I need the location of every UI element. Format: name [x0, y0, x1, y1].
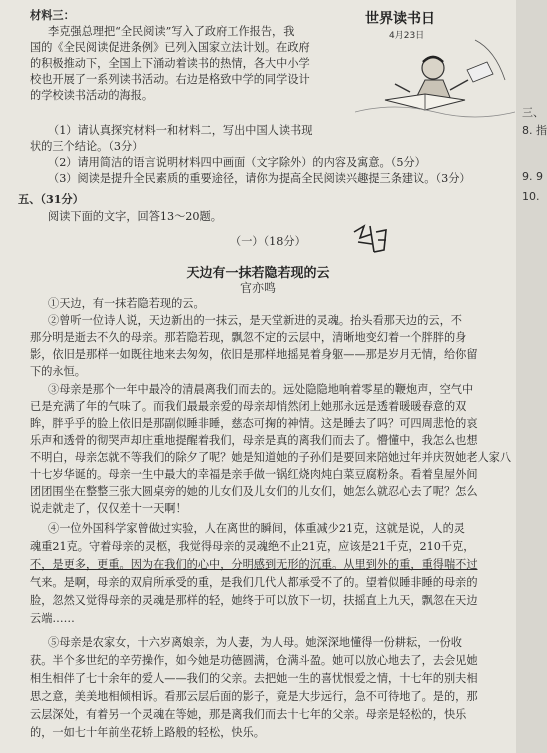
- edge-text: 9. 9: [522, 170, 543, 183]
- edge-text: 三、: [522, 106, 544, 119]
- paragraph-5-line: 云层深处，有着另一个灵魂在等她，那是离我们而去十七年的父亲。母亲是轻松的，快乐: [30, 708, 467, 721]
- paragraph-3-line: 说走就走了，仅仅差十一天啊！: [30, 502, 187, 515]
- section5-heading: 五、（31分）: [18, 192, 84, 206]
- question-1-cont: 状的三个结论。（3分）: [30, 140, 144, 153]
- paragraph-4-line: 脸，忽然又觉得母亲的灵魂是那样的轻，她终于可以放下一切，扶摇直上九天，飘忽在天边: [30, 594, 478, 607]
- handwriting-mark: [350, 222, 392, 258]
- edge-text: 10.: [522, 190, 540, 203]
- material3-heading: 材料三：: [30, 8, 75, 22]
- paragraph-3-line: 眸，胖乎乎的脸上依旧是那副似睡非睡，慈态可掬的神情。这是睡去了吗？可四周悲怆的哀: [30, 417, 478, 430]
- paragraph-3-line: 乐声和透骨的彻哭声却庄重地提醒着我们，母亲是真的离我们而去了。懵懂中，我怎么也想: [30, 434, 478, 447]
- question-3: （3）阅读是提升全民素质的重要途径，请你为提高全民阅读兴趣提三条建议。（3分）: [48, 172, 471, 185]
- paragraph-3-line: ③母亲是那个一年中最冷的清晨离我们而去的。远处隐隐地响着零星的鞭炮声，空气中: [48, 383, 474, 396]
- paragraph-3-line: 十七岁华诞的。母亲一生中最大的幸福是亲手做一锅红烧肉炖白菜豆腐粉条。看着皇屋外间: [30, 468, 478, 481]
- section5-part: （一）（18分）: [230, 235, 306, 248]
- paragraph-5-line: 获。半个多世纪的辛劳操作，如今她是功德圆满，仓满斗盈。她可以放心地去了，去会见她: [30, 654, 478, 667]
- child-reading-illustration: [355, 0, 515, 118]
- question-2: （2）请用简洁的语言说明材料四中画面（文字除外）的内容及寓意。（5分）: [48, 156, 426, 169]
- paragraph-4-line: 不，是更多，更重。因为在我们的心中，分明感到无形的沉重。从里到外的重，重得喘不过: [30, 558, 478, 571]
- paragraph-5-line: ⑤母亲是农家女，十六岁离娘亲，为人妻，为人母。她深深地懂得一份耕耘，一份收: [48, 636, 462, 649]
- handwritten-note: [350, 222, 392, 258]
- world-book-day-poster: [355, 0, 515, 118]
- material3-line: 国的《全民阅读促进条例》已列入国家立法计划。在政府: [30, 41, 310, 54]
- section5-instruction: 阅读下面的文字，回答13～20题。: [48, 210, 222, 223]
- article-author: 官亦鸣: [239, 281, 276, 295]
- article-title: 天边有一抹若隐若现的云: [186, 266, 330, 281]
- paragraph-2-line: 那分明是逝去不久的母亲。那若隐若现，飘忽不定的云层中，清晰地变幻着一个胖胖的身: [30, 331, 467, 344]
- poster-title: 世界读书日: [365, 11, 435, 27]
- paragraph-2-line: 下的永恒。: [30, 365, 86, 378]
- paragraph-4-line: 云端……: [30, 612, 75, 625]
- question-1: （1）请认真探究材料一和材料二，写出中国人读书现: [48, 124, 313, 137]
- paragraph-4-line: ④一位外国科学家曾做过实验，人在离世的瞬间，体重减少21克，这就是说，人的灵: [48, 522, 465, 535]
- adjacent-page-edge: [516, 0, 547, 753]
- paragraph-3-line: 已是充满了年的气味了。而我们最最亲爱的母亲却悄然闭上她那永远是透着暖暖春意的双: [30, 400, 467, 413]
- paragraph-4-line: 气来。是啊，母亲的双肩所承受的重，是我们几代人都承受不了的。望着似睡非睡的母亲的: [30, 576, 478, 589]
- paragraph-5-line: 相生相伴了七十余年的爱人——我们的父亲。去把她一生的喜忧恨爱之情，十七年的别夫相: [30, 672, 478, 685]
- edge-text: 8. 指: [522, 124, 547, 137]
- paragraph-2-line: 影，依旧是那样一如既往地来去匆匆，依旧是那样地摇晃着身躯——那是岁月无情，给你留: [30, 348, 478, 361]
- paragraph-2-line: ②曾听一位诗人说，天边新出的一抹云，是天堂新进的灵魂。抬头看那天边的云，不: [48, 314, 462, 327]
- material3-line: 的学校读书活动的海报。: [30, 89, 154, 102]
- material3-line: 的积极推动下，全国上下涌动着读书的热情，各大中小学: [30, 57, 310, 70]
- paragraph-3-line: 团团围坐在整整三张大圆桌旁的她的儿女们及儿女们的儿女们，她怎么就忍心去了呢？怎么: [30, 485, 478, 498]
- paragraph-3-line: 不明白，母亲怎就不等我们的除夕了呢？她是知道她的子孙们是要回来陪她过年并庆贺她老人家八: [30, 451, 512, 464]
- material3-line: 李克强总理把“全民阅读”写入了政府工作报告，我: [48, 25, 295, 38]
- paragraph-5-line: 思之意，美美地相倾相诉。看那云层后面的影子，竟是大步远行，急不可待地了。是的，那: [30, 690, 478, 703]
- paragraph-4-line: 魂重21克。守着母亲的灵柩，我觉得母亲的灵魂绝不止21克，应该是21千克，210千克，: [30, 540, 475, 553]
- paragraph-5-line: 的，一如七十年前坐花轿上路般的轻松，快乐。: [30, 726, 265, 739]
- poster-date: 4月23日: [389, 31, 425, 41]
- material3-line: 校也开展了一系列读书活动。右边是格致中学的同学设计: [30, 73, 310, 86]
- paragraph-1: ①天边，有一抹若隐若现的云。: [48, 297, 205, 310]
